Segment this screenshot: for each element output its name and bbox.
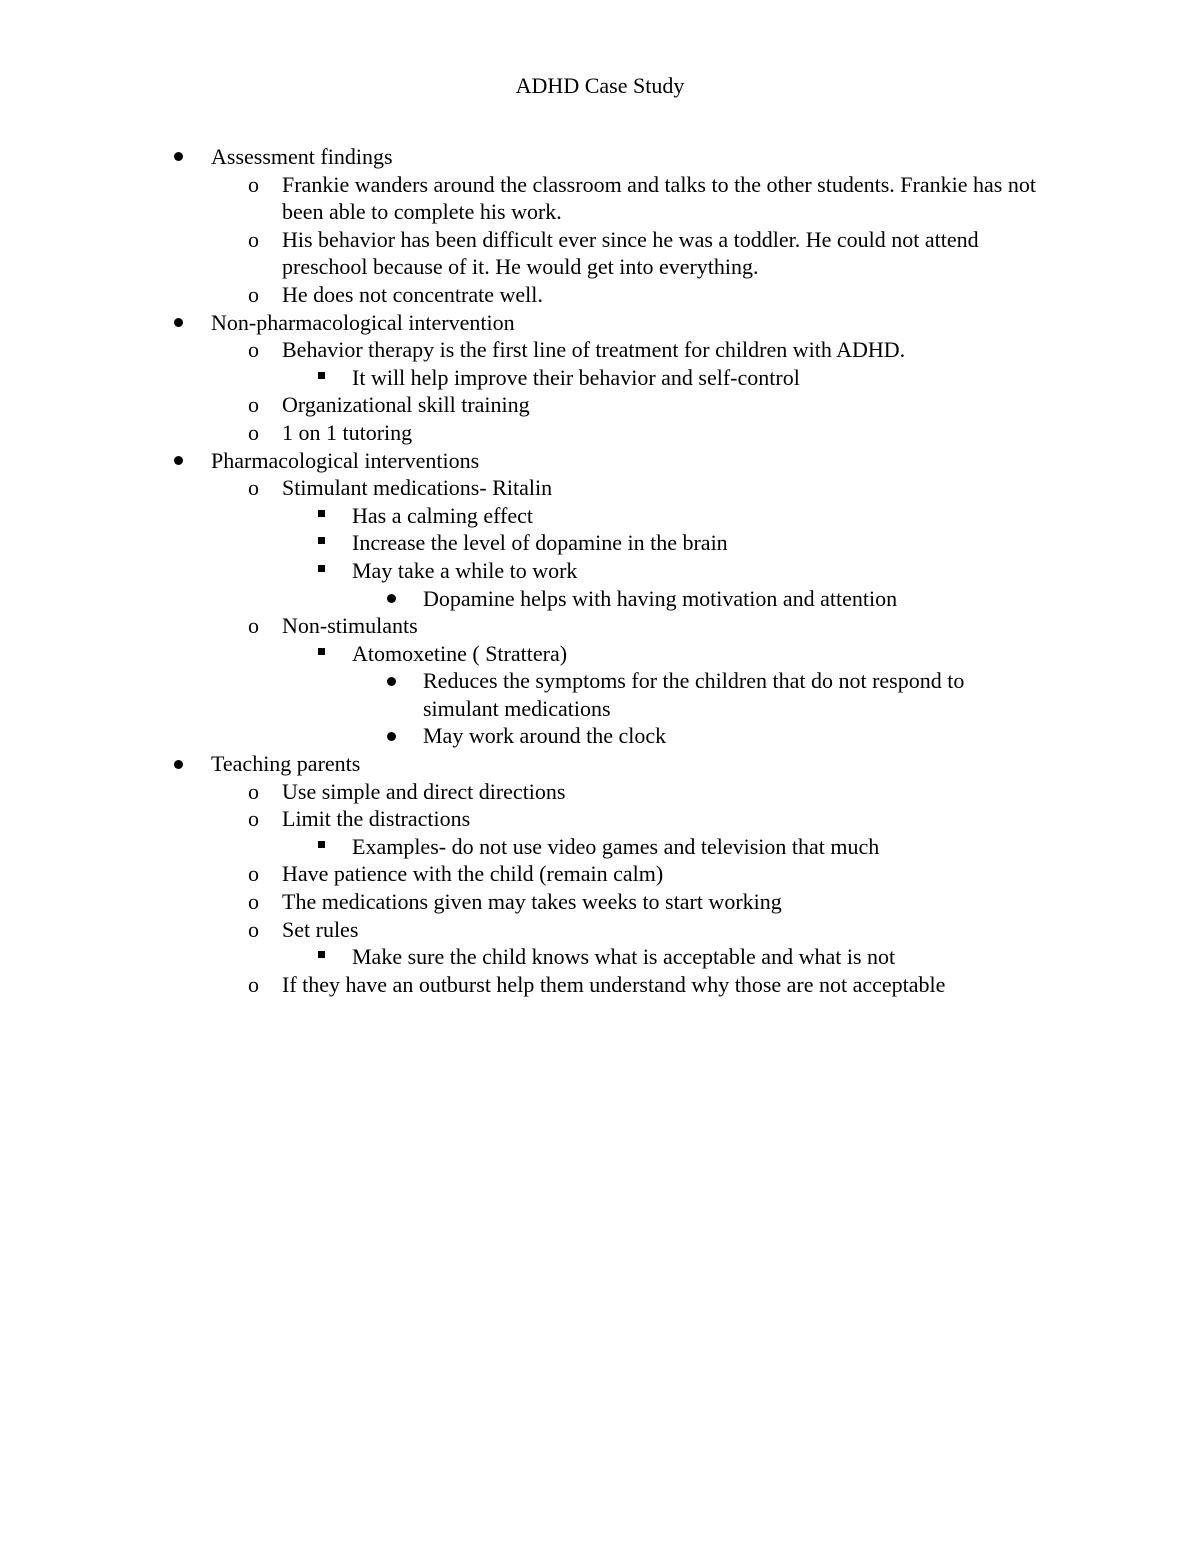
- outline-item-text: Dopamine helps with having motivation and attention: [423, 585, 898, 611]
- bulleted-outline: [0, 143, 1200, 998]
- filled-circle-bullet-icon: [174, 143, 183, 171]
- outline-item-level-3: [0, 557, 1200, 585]
- outline-item-level-3: [0, 529, 1200, 557]
- square-bullet-icon: [318, 364, 325, 392]
- hollow-o-bullet: o: [248, 613, 259, 639]
- outline-item-level-2: [0, 860, 1200, 888]
- hollow-o-bullet: o: [248, 337, 259, 363]
- hollow-o-bullet: o: [248, 861, 259, 887]
- outline-item-level-2: [0, 391, 1200, 419]
- square-bullet-icon: [318, 640, 325, 668]
- outline-item-text: Organizational skill training: [282, 392, 530, 418]
- square-bullet-icon: [318, 943, 325, 971]
- outline-item-level-3: [0, 833, 1200, 861]
- outline-item-level-2: [0, 888, 1200, 916]
- outline-item-text: Use simple and direct directions: [282, 778, 566, 804]
- outline-item-text: Have patience with the child (remain calm): [282, 861, 664, 887]
- hollow-o-bullet: o: [248, 392, 259, 418]
- outline-item-text: His behavior has been difficult ever since he was a toddler. He could not attend preschool because of it. He would get into everything.: [282, 226, 979, 280]
- square-bullet-icon: [318, 833, 325, 861]
- square-bullet-icon: [318, 557, 325, 585]
- outline-item-text: If they have an outburst help them understand why those are not acceptable: [282, 971, 946, 997]
- outline-item-text: Limit the distractions: [282, 806, 471, 832]
- outline-item-text: 1 on 1 tutoring: [282, 419, 413, 445]
- hollow-o-bullet: o: [248, 889, 259, 915]
- document-title: ADHD Case Study: [515, 73, 685, 98]
- outline-item-text: Non-stimulants: [282, 613, 418, 639]
- hollow-o-bullet: o: [248, 806, 259, 832]
- hollow-o-bullet: o: [248, 226, 259, 252]
- outline-item-level-3: [0, 943, 1200, 971]
- outline-item-text: Has a calming effect: [352, 502, 534, 528]
- outline-item-level-3: [0, 364, 1200, 392]
- outline-item-level-2: [0, 419, 1200, 447]
- outline-item-text: Make sure the child knows what is acceptable and what is not: [352, 944, 896, 970]
- square-bullet-icon: [318, 502, 325, 530]
- outline-item-text: He does not concentrate well.: [282, 281, 543, 307]
- hollow-o-bullet: o: [248, 475, 259, 501]
- outline-item-level-4: [0, 667, 1200, 722]
- filled-circle-bullet-icon: [174, 750, 183, 778]
- filled-circle-bullet-icon: [174, 309, 183, 337]
- outline-item-level-1: [0, 143, 1200, 171]
- outline-item-text: May work around the clock: [423, 723, 667, 749]
- outline-item-level-2: [0, 612, 1200, 640]
- outline-item-level-4: [0, 585, 1200, 613]
- outline-item-level-1: [0, 447, 1200, 475]
- hollow-o-bullet: o: [248, 916, 259, 942]
- outline-item-text: Behavior therapy is the first line of treatment for children with ADHD.: [282, 337, 906, 363]
- outline-item-text: It will help improve their behavior and self-control: [352, 364, 800, 390]
- outline-item-text: Stimulant medications- Ritalin: [282, 475, 553, 501]
- hollow-o-bullet: o: [248, 171, 259, 197]
- hollow-o-bullet: o: [248, 778, 259, 804]
- outline-item-level-1: [0, 750, 1200, 778]
- outline-item-text: Pharmacological interventions: [211, 447, 480, 473]
- outline-item-level-3: [0, 640, 1200, 668]
- hollow-o-bullet: o: [248, 419, 259, 445]
- outline-item-level-2: [0, 805, 1200, 833]
- outline-item-level-2: [0, 916, 1200, 944]
- outline-item-text: Reduces the symptoms for the children that do not respond to simulant medications: [423, 668, 965, 721]
- outline-item-text: Non-pharmacological intervention: [211, 309, 515, 335]
- outline-item-text: Increase the level of dopamine in the brain: [352, 530, 728, 556]
- filled-circle-bullet-icon: [387, 722, 396, 750]
- square-bullet-icon: [318, 529, 325, 557]
- outline-item-text: Set rules: [282, 916, 359, 942]
- filled-circle-bullet-icon: [174, 447, 183, 475]
- outline-item-text: Atomoxetine ( Strattera): [352, 640, 568, 666]
- outline-item-text: Assessment findings: [211, 144, 393, 169]
- outline-item-text: May take a while to work: [352, 557, 578, 583]
- outline-item-text: Frankie wanders around the classroom and talks to the other students. Frankie has not been able to complete his work.: [282, 171, 1036, 225]
- outline-item-text: Teaching parents: [211, 751, 361, 777]
- outline-item-level-2: [0, 778, 1200, 806]
- filled-circle-bullet-icon: [387, 585, 396, 613]
- outline-item-level-2: [0, 336, 1200, 364]
- outline-item-text: Examples- do not use video games and television that much: [352, 833, 880, 859]
- outline-item-text: The medications given may takes weeks to start working: [282, 889, 782, 915]
- outline-item-level-2: [0, 171, 1200, 226]
- outline-item-level-2: [0, 474, 1200, 502]
- outline-item-level-2: [0, 226, 1200, 281]
- hollow-o-bullet: o: [248, 281, 259, 307]
- outline-item-level-2: [0, 971, 1200, 999]
- hollow-o-bullet: o: [248, 971, 259, 997]
- outline-item-level-2: [0, 281, 1200, 309]
- outline-item-level-1: [0, 309, 1200, 337]
- filled-circle-bullet-icon: [387, 667, 396, 695]
- outline-item-level-3: [0, 502, 1200, 530]
- outline-item-level-4: [0, 722, 1200, 750]
